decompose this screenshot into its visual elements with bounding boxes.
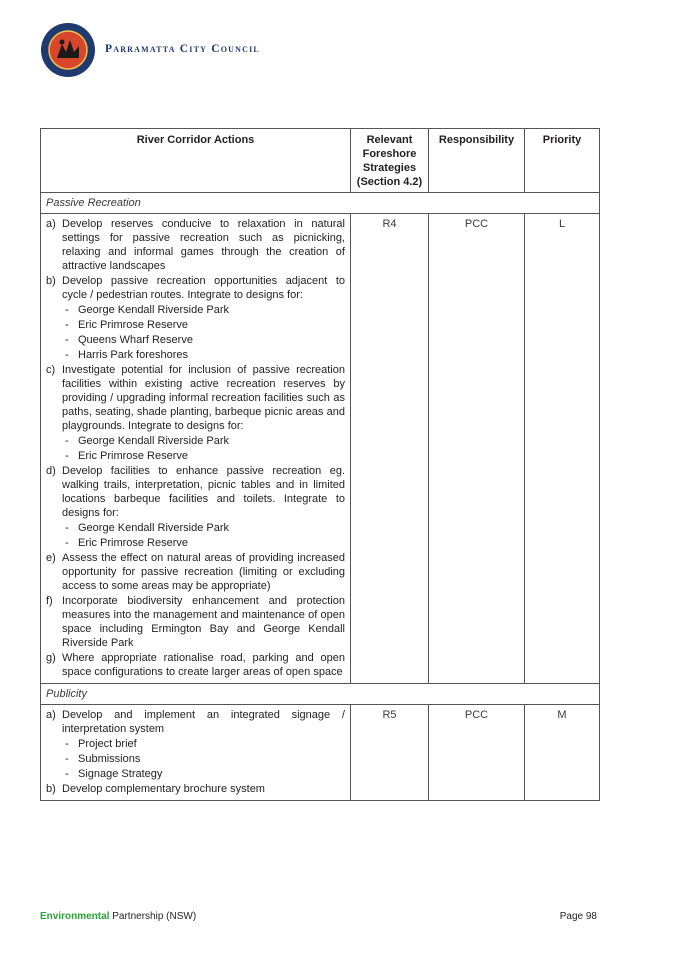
action-text: Where appropriate rationalise road, parking and open space configurations to create larger areas of open space (62, 652, 345, 678)
sub-item-text: Eric Primrose Reserve (78, 450, 189, 462)
action-letter: g) (46, 652, 56, 664)
action-text: Develop and implement an integrated signage / interpretation system (62, 709, 345, 735)
action-text: Develop facilities to enhance passive recreation eg. walking trails, interpretation, picnic tables and in limited locations barbeque facilities and toilets. Integrate to designs for: (62, 465, 345, 519)
sub-item-text: Queens Wharf Reserve (78, 334, 193, 346)
action-item (46, 217, 345, 273)
header-actions: River Corridor Actions (41, 129, 351, 193)
sub-item-text: Submissions (78, 753, 141, 765)
section-row (41, 193, 600, 214)
sub-item-text: Project brief (78, 738, 137, 750)
action-item (46, 782, 345, 796)
sub-item (62, 333, 345, 348)
responsibility-cell: PCC (429, 214, 525, 684)
action-text: Develop reserves conducive to relaxation in natural settings for passive recreation such as picnicking, relaxing and informal games through the creation of attractive landscapes (62, 218, 345, 272)
dash-bullet: - (65, 334, 69, 346)
action-text: Develop passive recreation opportunities adjacent to cycle / pedestrian routes. Integrate to designs for: (62, 275, 345, 301)
council-name: Parramatta City Council (105, 43, 260, 55)
actions-cell (41, 214, 351, 684)
action-item (46, 363, 345, 433)
sub-item (62, 434, 345, 449)
sub-item-text: George Kendall Riverside Park (78, 522, 230, 534)
action-text: Assess the effect on natural areas of providing increased opportunity for passive recreation (limiting or excluding access to some areas may be appropriate) (62, 552, 345, 592)
action-letter: c) (46, 364, 56, 376)
river-corridor-actions-table (40, 128, 600, 801)
dash-bullet: - (65, 349, 69, 361)
dash-bullet: - (65, 522, 69, 534)
action-item (46, 551, 345, 593)
page-number: Page 98 (559, 911, 597, 922)
actions-cell (41, 705, 351, 801)
dash-bullet: - (65, 537, 69, 549)
action-letter: a) (46, 709, 56, 721)
action-item (46, 274, 345, 302)
strategy-cell: R5 (351, 705, 429, 801)
header-strategies: Relevant Foreshore Strategies (Section 4.2) (351, 129, 429, 193)
action-letter: b) (46, 783, 56, 795)
sub-item (62, 767, 345, 782)
sub-item-text: George Kendall Riverside Park (78, 304, 230, 316)
sub-item (62, 737, 345, 752)
dash-bullet: - (65, 319, 69, 331)
priority-cell: L (525, 214, 600, 684)
page-header (40, 22, 260, 78)
table-body (41, 193, 600, 801)
dash-bullet: - (65, 768, 69, 780)
footer-brand-rest: Partnership (NSW) (109, 911, 197, 922)
section-row (41, 684, 600, 705)
sub-item (62, 536, 345, 551)
action-letter: a) (46, 218, 56, 230)
action-letter: d) (46, 465, 56, 477)
dash-bullet: - (65, 435, 69, 447)
footer-brand: Environmental (40, 911, 110, 922)
header-priority: Priority (525, 129, 600, 193)
header-responsibility: Responsibility (429, 129, 525, 193)
action-text: Investigate potential for inclusion of passive recreation facilities within existing active recreation reserves by providing / upgrading informal recreation facilities such as paths, seating, shade planting, barbeque picnic areas and playgrounds. Integrate to designs for: (62, 364, 345, 432)
sub-item (62, 348, 345, 363)
sub-item-text: Signage Strategy (78, 768, 163, 780)
sub-item-text: Eric Primrose Reserve (78, 537, 189, 549)
table-row (41, 214, 600, 684)
action-letter: b) (46, 275, 56, 287)
dash-bullet: - (65, 753, 69, 765)
table-row (41, 705, 600, 801)
sub-item-text: Eric Primrose Reserve (78, 319, 189, 331)
sub-item (62, 752, 345, 767)
responsibility-cell: PCC (429, 705, 525, 801)
sub-item-text: Harris Park foreshores (78, 349, 189, 361)
priority-cell: M (525, 705, 600, 801)
section-title: Passive Recreation (41, 193, 600, 214)
action-item (46, 464, 345, 520)
strategy-cell: R4 (351, 214, 429, 684)
dash-bullet: - (65, 304, 69, 316)
section-title: Publicity (41, 684, 600, 705)
dash-bullet: - (65, 450, 69, 462)
sub-item (62, 318, 345, 333)
action-item (46, 651, 345, 679)
footer-publisher (40, 911, 196, 922)
action-text: Develop complementary brochure system (62, 783, 265, 795)
table-header-row (41, 129, 600, 193)
action-letter: e) (46, 552, 56, 564)
council-logo (40, 22, 96, 78)
action-item (46, 708, 345, 736)
sub-item (62, 303, 345, 318)
sub-item (62, 521, 345, 536)
dash-bullet: - (65, 738, 69, 750)
action-item (46, 594, 345, 650)
sub-item (62, 449, 345, 464)
action-text: Incorporate biodiversity enhancement and protection measures into the management and maintenance of open space including Ermington Bay and George Kendall Riverside Park (62, 595, 345, 649)
sub-item-text: George Kendall Riverside Park (78, 435, 230, 447)
action-letter: f) (46, 595, 53, 607)
